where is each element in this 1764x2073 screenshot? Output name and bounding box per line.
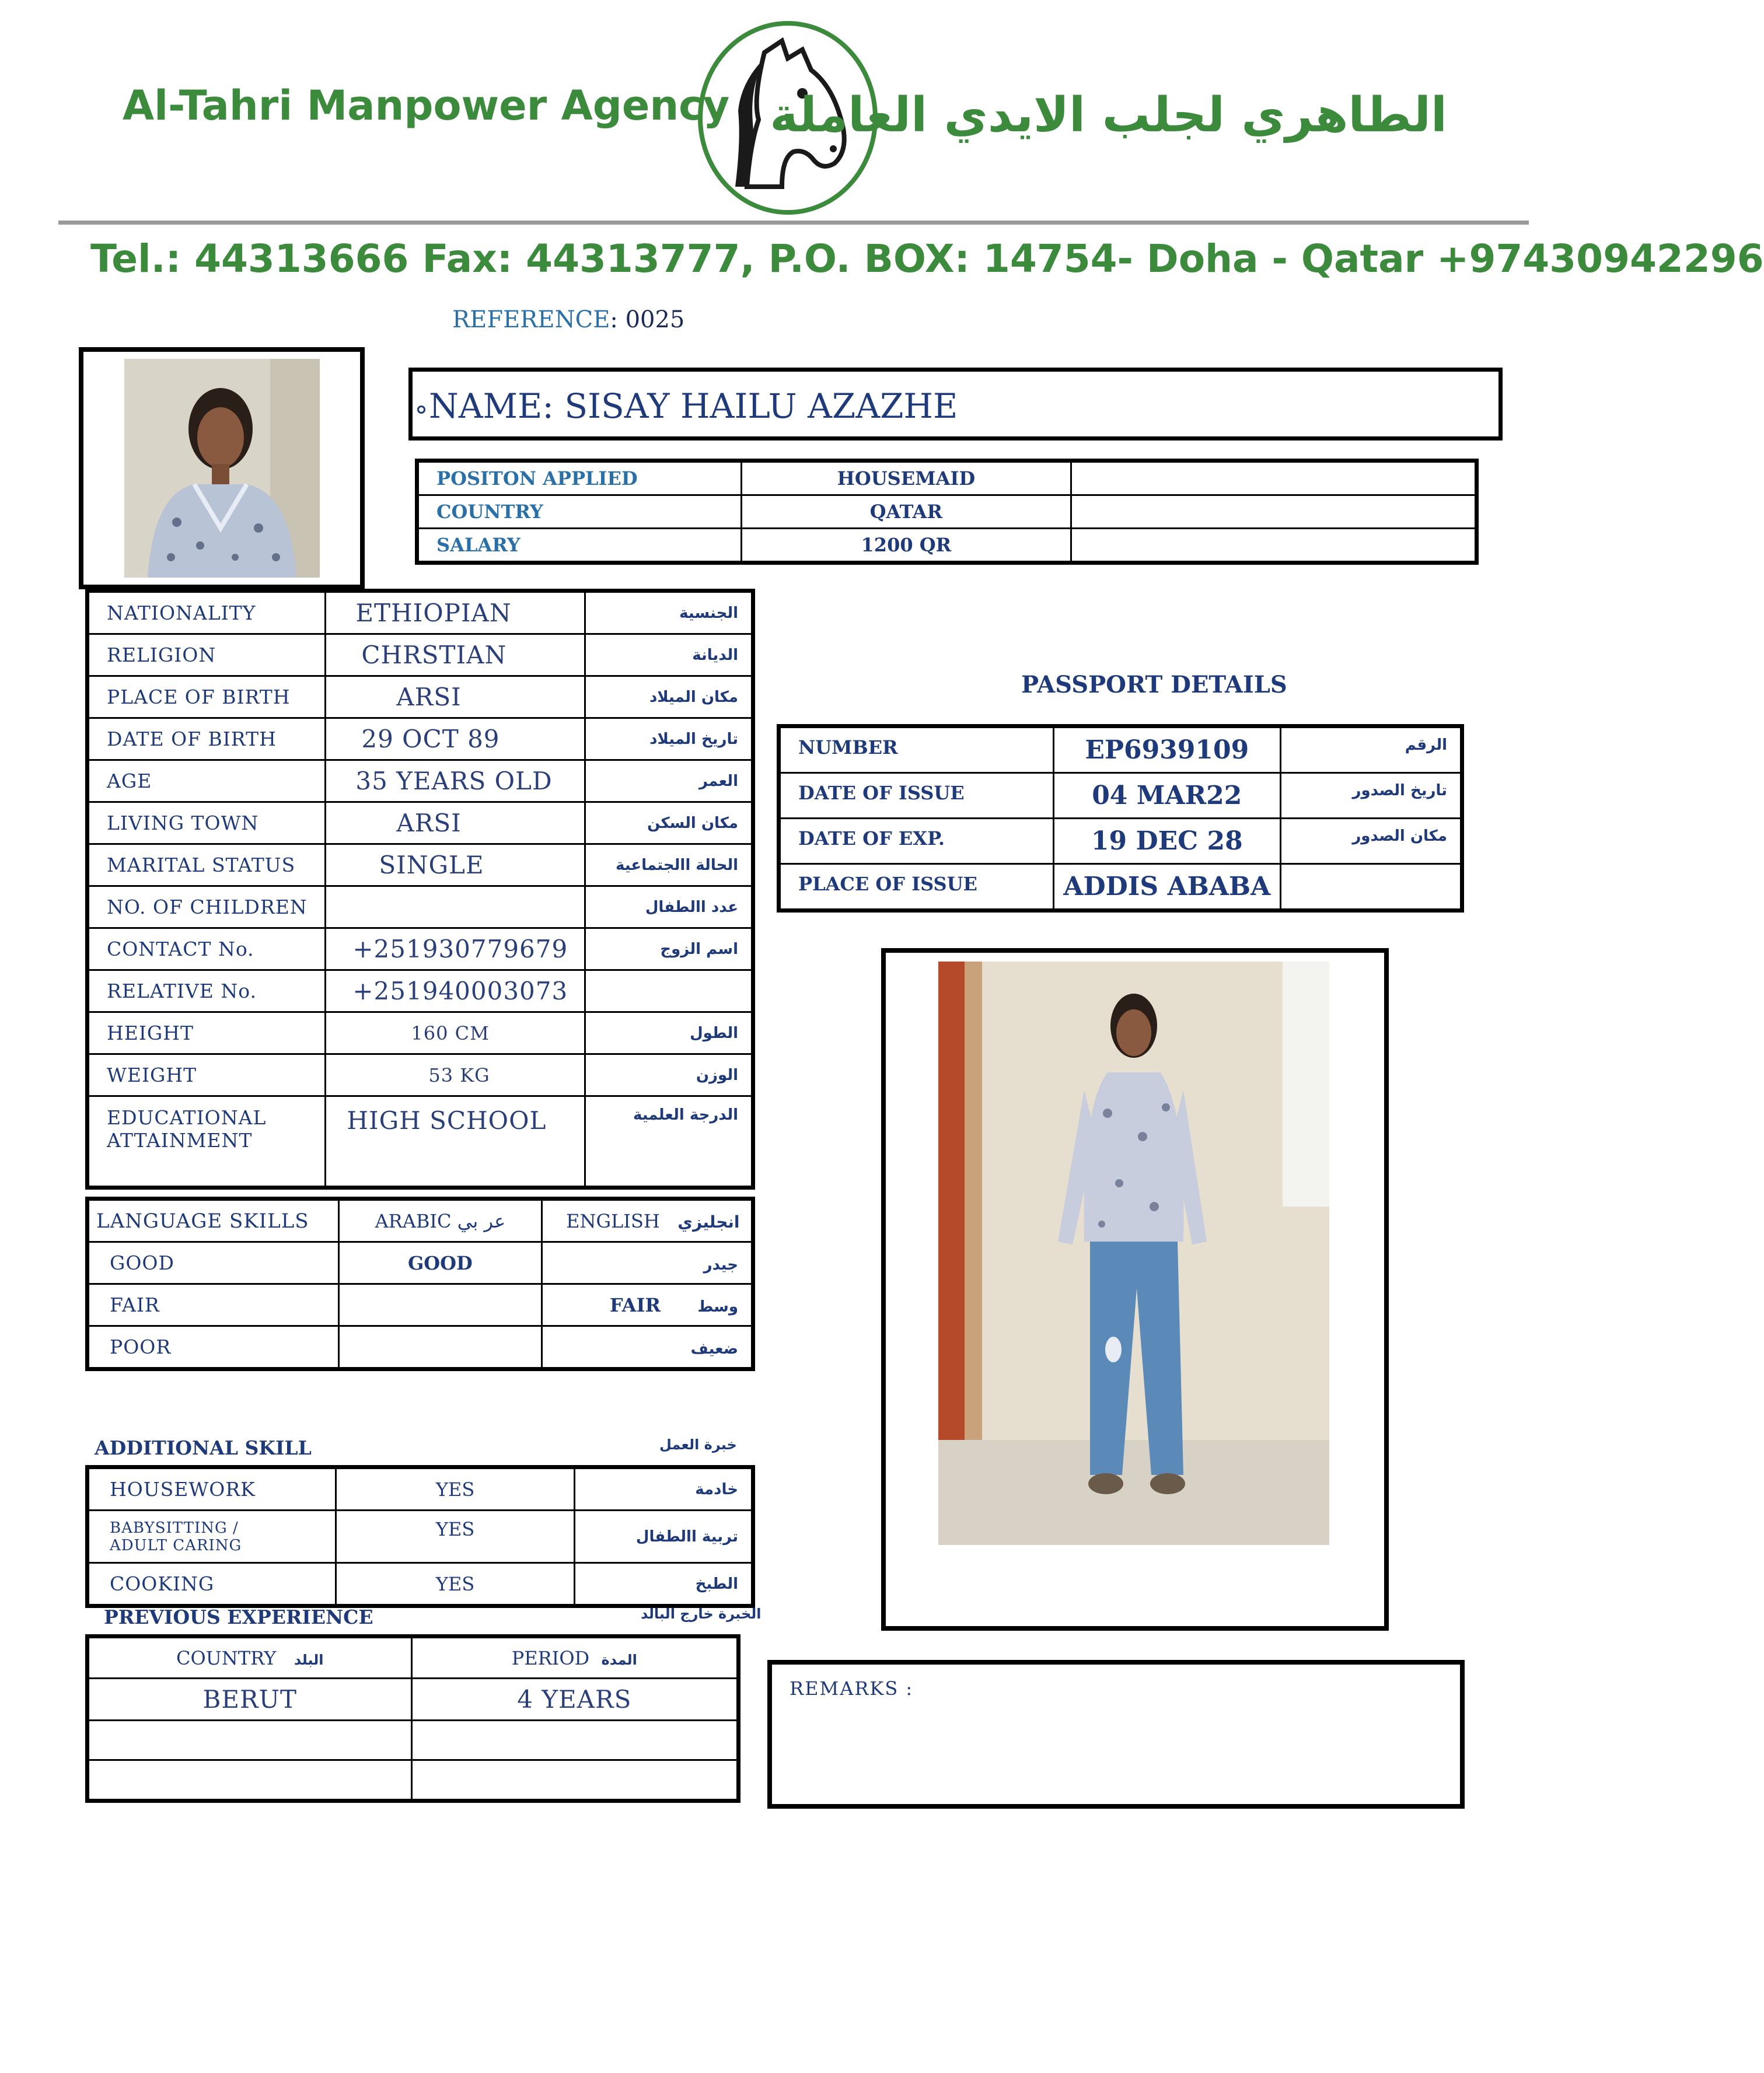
table-row: DATE OF EXP. 19 DEC 28 مكان الصدور	[780, 819, 1461, 864]
language-row-english: ضعيف	[542, 1326, 752, 1368]
salary-label: SALARY	[418, 529, 742, 562]
table-row: LIVING TOWN ARSI مكان السكن	[89, 802, 752, 844]
table-row	[418, 495, 1476, 529]
name-box	[408, 368, 1503, 441]
reference	[452, 306, 684, 333]
experience-country-header: COUNTRY البلد	[89, 1638, 412, 1679]
table-row: HEIGHT 160 CM الطول	[89, 1012, 752, 1054]
table-row	[418, 462, 1476, 495]
table-row: EDUCATIONAL ATTAINMENT HIGH SCHOOL الدرجة العلمية	[89, 1096, 752, 1187]
header-divider	[58, 221, 1529, 225]
position-value: HOUSEMAID	[742, 462, 1071, 495]
table-row: POOR ضعيف	[89, 1326, 752, 1368]
previous-experience-title: PREVIOUS EXPERIENCE	[104, 1606, 373, 1628]
table-row: RELATIVE No. +251940003073	[89, 970, 752, 1012]
bullet-icon	[417, 405, 425, 414]
portrait-photo	[124, 359, 320, 578]
table-row	[89, 1638, 738, 1679]
language-row-english: جيدر	[542, 1242, 752, 1284]
table-row: AGE 35 YEARS OLD العمر	[89, 760, 752, 802]
table-row: GOOD GOOD جيدر	[89, 1242, 752, 1284]
table-row	[418, 529, 1476, 562]
language-skills-label: LANGUAGE SKILLS	[89, 1200, 339, 1242]
table-row: PLACE OF BIRTH ARSI مكان الميلاد	[89, 676, 752, 718]
table-row: DATE OF ISSUE 04 MAR22 تاريخ الصدور	[780, 773, 1461, 819]
language-skills-table	[88, 1199, 753, 1369]
table-row: NUMBER EP6939109 الرقم	[780, 728, 1461, 773]
table-row: FAIR وسط FAIR	[89, 1284, 752, 1326]
table-row: DATE OF BIRTH 29 OCT 89 تاريخ الميلاد	[89, 718, 752, 760]
table-row: CONTACT No. +251930779679 اسم الزوج	[89, 928, 752, 970]
table-row	[89, 1721, 738, 1760]
arabic-header: ARABIC عر بي	[338, 1200, 542, 1242]
table-row: RELIGION CHRSTIAN الديانة	[89, 634, 752, 676]
full-body-photo-frame	[881, 948, 1389, 1631]
table-row: WEIGHT 53 KG الوزن	[89, 1054, 752, 1096]
experience-period-header: PERIOD المدة	[411, 1638, 737, 1679]
language-row-english: وسط FAIR	[542, 1284, 752, 1326]
position-label: POSITON APPLIED	[418, 462, 742, 495]
english-header: ENGLISH انجليزي	[542, 1200, 752, 1242]
company-name-en: Al-Tahri Manpower Agency	[123, 82, 730, 130]
table-row	[89, 1760, 738, 1800]
additional-skill-title-ar: خبرة العمل	[659, 1436, 737, 1453]
country-value: QATAR	[742, 495, 1071, 529]
table-row: BABYSITTING / ADULT CARING YES تربية االطفال	[89, 1511, 752, 1563]
salary-value: 1200 QR	[742, 529, 1071, 562]
additional-skill-title: ADDITIONAL SKILL	[95, 1436, 312, 1459]
previous-experience-title-ar: الخبرة خارج البالد	[641, 1606, 762, 1622]
table-row: MARITAL STATUS SINGLE الحالة االجتماعية	[89, 844, 752, 886]
table-row: HOUSEWORK YES خادمة	[89, 1469, 752, 1511]
contact-line: Tel.: 44313666 Fax: 44313777, P.O. BOX: 14754- Doha - Qatar +97430942296	[90, 236, 1764, 281]
reference-value: : 0025	[610, 306, 685, 333]
remarks-box	[767, 1660, 1465, 1809]
table-row: COOKING YES الطبخ	[89, 1563, 752, 1605]
table-row	[89, 1200, 752, 1242]
reference-label: REFERENCE	[452, 306, 610, 333]
passport-table	[779, 726, 1462, 910]
table-row: NO. OF CHILDREN عدد االطفال	[89, 886, 752, 928]
position-table	[417, 461, 1476, 562]
personal-details-table	[88, 591, 753, 1187]
additional-skill-table	[88, 1467, 753, 1606]
table-row: BERUT 4 YEARS	[89, 1679, 738, 1721]
table-row: PLACE OF ISSUE ADDIS ABABA	[780, 864, 1461, 910]
country-label: COUNTRY	[418, 495, 742, 529]
full-body-photo	[938, 962, 1329, 1545]
table-row: NATIONALITY ETHIOPIAN الجنسية	[89, 592, 752, 634]
remarks-label: REMARKS :	[790, 1677, 914, 1700]
passport-details-title: PASSPORT DETAILS	[1021, 671, 1287, 698]
applicant-name: NAME: SISAY HAILU AZAZHE	[429, 386, 958, 426]
previous-experience-table	[88, 1637, 738, 1801]
portrait-photo-frame	[79, 347, 365, 589]
company-name-ar: الطاهري لجلب الايدي العاملة	[770, 88, 1447, 143]
